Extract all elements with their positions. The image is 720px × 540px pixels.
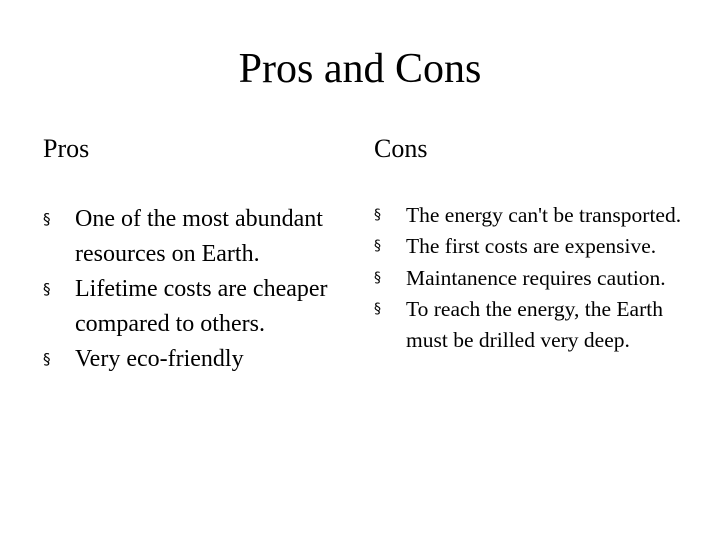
bullet-icon: § (374, 238, 381, 255)
cons-heading: Cons (374, 134, 428, 163)
cons-item-text: The energy can't be transported. (406, 203, 682, 227)
bullet-icon: § (374, 300, 381, 317)
pros-item-text: Lifetime costs are cheaper compared to others. (75, 276, 328, 337)
cons-item (374, 231, 689, 262)
bullet-icon: § (43, 350, 51, 368)
cons-item (374, 200, 689, 231)
cons-item (374, 263, 689, 294)
slide-title: Pros and Cons (238, 46, 482, 92)
pros-list (43, 202, 343, 377)
bullet-icon: § (374, 207, 381, 223)
pros-item (43, 342, 343, 377)
pros-item (43, 272, 343, 342)
cons-list (374, 200, 689, 356)
bullet-icon: § (374, 269, 381, 286)
pros-item (43, 202, 343, 272)
pros-item-text: Very eco-friendly (75, 346, 244, 372)
cons-item-text: The first costs are expensive. (406, 234, 657, 259)
bullet-icon: § (43, 280, 51, 298)
pros-item-text: One of the most abundant resources on Earth. (75, 206, 323, 267)
pros-heading: Pros (43, 134, 90, 163)
bullet-icon: § (43, 210, 51, 228)
cons-item-text: Maintanence requires caution. (406, 265, 666, 290)
cons-item (374, 294, 689, 357)
cons-item-text: To reach the energy, the Earth must be drilled very deep. (406, 296, 663, 353)
